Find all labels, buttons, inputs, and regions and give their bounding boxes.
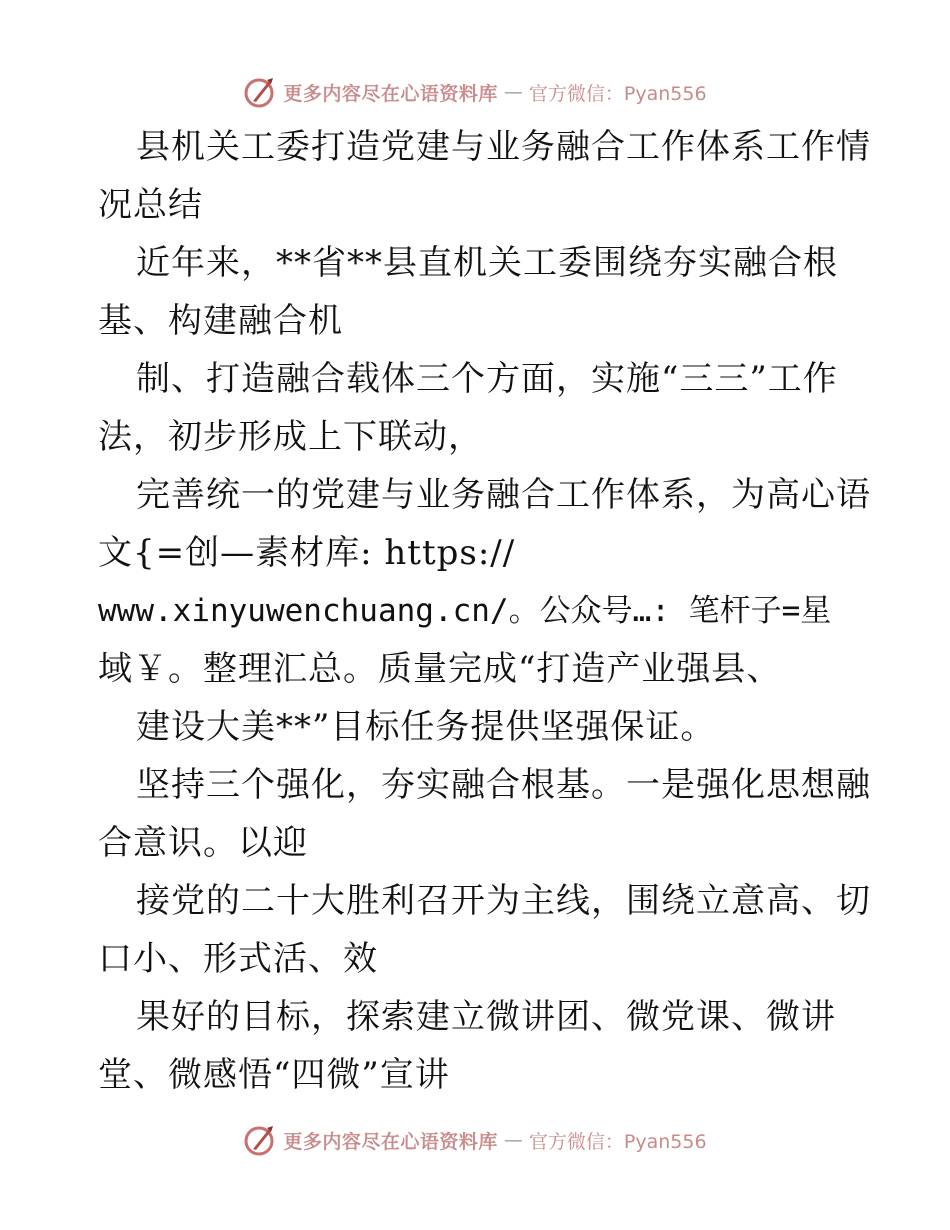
text-line: 县机关工委打造党建与业务融合工作体系工作情 [136,127,871,167]
watermark-contact: 官方微信：Pyan556 [528,82,707,105]
watermark-separator: — [503,1129,523,1151]
text-line: 完善统一的党建与业务融合工作体系，为高心语 [136,475,871,515]
text-line: 坚持三个强化，夯实融合根基。一是强化思想融 [136,765,871,805]
watermark-footer [0,1120,950,1160]
text-line: 堂、微感悟“四微”宣讲 [98,1055,450,1095]
watermark-header [0,72,950,112]
text-line: 域￥。整理汇总。质量完成“打造产业强县、 [98,649,782,689]
text-line: 制、打造融合载体三个方面，实施“三三”工作 [136,359,838,399]
text-line: www.xinyuwenchuang.cn/。公众号…: 笔杆子=星 [98,593,832,629]
text-line: 建设大美**”目标任务提供坚强保证。 [136,707,716,747]
document-body [98,118,871,1104]
text-line: 文{=创—素材库: https:// [98,533,516,573]
text-line: 况总结 [98,185,203,225]
quill-pen-circle-icon [243,75,277,109]
text-line: 口小、形式活、效 [98,939,378,979]
text-line: 基、构建融合机 [98,301,343,341]
text-line: 近年来，**省**县直机关工委围绕夯实融合根 [136,243,838,283]
text-line: 接党的二十大胜利召开为主线，围绕立意高、切 [136,881,871,921]
watermark-contact: 官方微信：Pyan556 [528,1130,707,1153]
watermark-brand: 更多内容尽在心语资料库 [283,1130,498,1153]
text-line: 果好的目标，探索建立微讲团、微党课、微讲 [136,997,836,1037]
watermark-brand: 更多内容尽在心语资料库 [283,82,498,105]
text-line: 法，初步形成上下联动， [98,417,483,457]
text-line: 合意识。以迎 [98,823,308,863]
watermark-separator: — [503,81,523,103]
quill-pen-circle-icon [243,1123,277,1157]
